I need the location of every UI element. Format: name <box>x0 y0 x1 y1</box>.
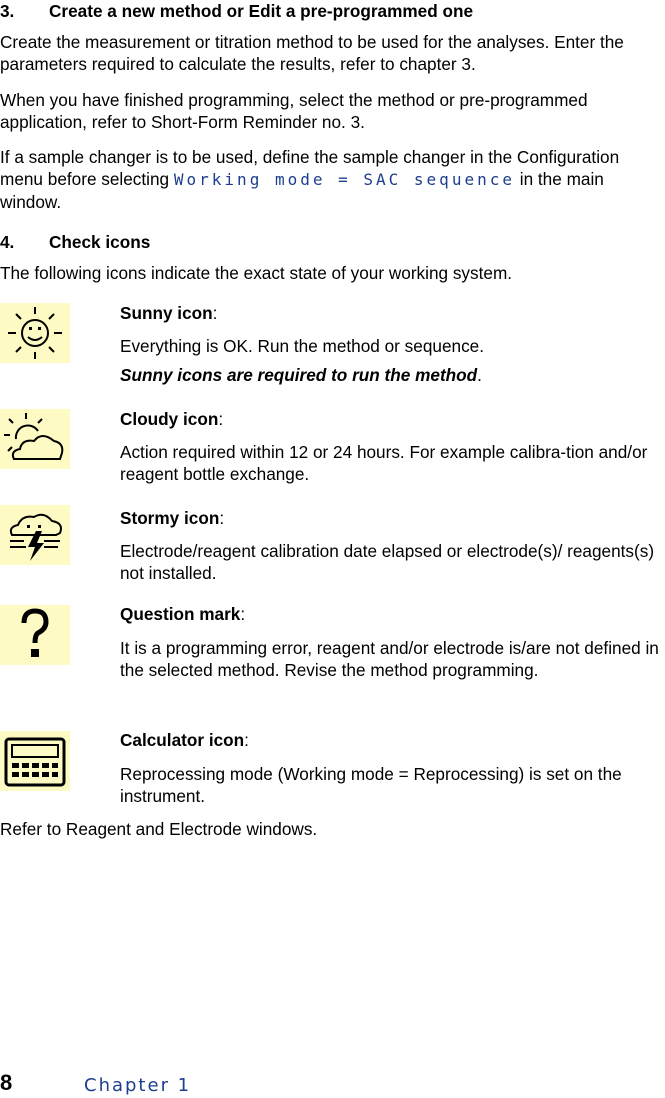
section-title: Create a new method or Edit a pre-programmed one <box>49 1 474 21</box>
icon-description: Reprocessing mode (Working mode = Reprocessing) is set on the instrument. <box>120 764 622 806</box>
icon-title: Cloudy icon: <box>120 409 224 429</box>
section-number: 3. <box>0 1 15 21</box>
icon-title: Stormy icon: <box>120 508 225 528</box>
stormy-icon <box>0 505 70 565</box>
icon-title: Calculator icon: <box>120 730 249 750</box>
paragraph: When you have finished programming, select the method or pre-programmed application, refer to Short-Form Reminder no. 3. <box>0 90 588 132</box>
icon-description: It is a programming error, reagent and/or electrode is/are not defined in the selected method. Revise the method programming. <box>120 638 659 680</box>
cloudy-icon <box>0 409 70 469</box>
paragraph: Create the measurement or titration method to be used for the analyses. Enter the parameters required to calculate the results, refer to chapter 3. <box>0 32 624 74</box>
section-number: 4. <box>0 232 15 252</box>
icon-title: Question mark: <box>120 604 246 624</box>
code-text: Working mode = SAC sequence <box>173 170 515 189</box>
icon-description: Action required within 12 or 24 hours. For example calibra-tion and/or reagent bottle exchange. <box>120 442 648 484</box>
icon-note: Sunny icons are required to run the method. <box>120 365 482 385</box>
paragraph-text: in the main window. <box>0 169 604 212</box>
icon-description: Everything is OK. Run the method or sequence. <box>120 336 485 356</box>
chapter-label: Chapter 1 <box>84 1075 192 1096</box>
sunny-icon <box>0 303 70 363</box>
page-number: 8 <box>0 1070 13 1095</box>
paragraph-text: If a sample changer is to be used, define the sample changer in the Configuration menu before selecting <box>0 147 620 189</box>
icon-description: Electrode/reagent calibration date elapsed or electrode(s)/ reagents(s) not installed. <box>120 541 655 583</box>
section-3-heading <box>0 0 473 22</box>
icon-title: Sunny icon: <box>120 303 218 323</box>
paragraph <box>0 146 640 213</box>
closing-paragraph: Refer to Reagent and Electrode windows. <box>0 819 318 839</box>
calculator-icon <box>0 731 70 791</box>
paragraph: The following icons indicate the exact state of your working system. <box>0 263 513 283</box>
section-title: Check icons <box>49 232 151 252</box>
question-mark-icon <box>0 605 70 665</box>
section-4-heading <box>0 231 150 253</box>
